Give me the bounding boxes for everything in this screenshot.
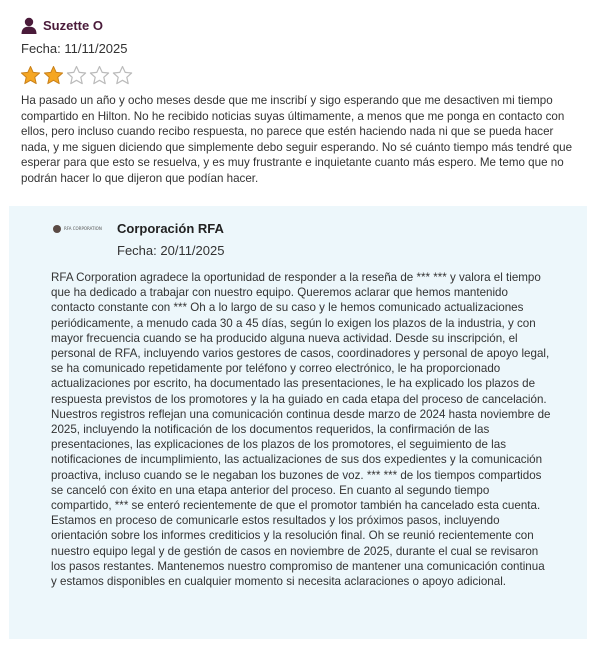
reviewer-row [21,14,103,36]
star-rating [20,65,133,86]
star-empty-icon [112,65,133,86]
star-empty-icon [66,65,87,86]
star-filled-icon [43,65,64,86]
user-icon [21,17,37,34]
logo-text: RFA CORPORATION [64,225,102,231]
company-name: Corporación RFA [117,221,224,236]
business-response [9,206,587,639]
reviewer-name: Suzette O [43,17,103,33]
response-date: Fecha: 20/11/2025 [117,243,225,258]
star-filled-icon [20,65,41,86]
response-text: RFA Corporation agradece la oportunidad de responder a la reseña de *** *** y valora el tiempo que ha dedicado a trabajar con nuestro equipo. Queremos aclarar que hemos mantenido contacto constante con *** Oh a lo largo de su caso y le hemos comunicado actualizaciones periódicamente, a menudo cada 30 a 45 días, según lo exigen los plazos de la industria, y con mayor frecuencia cuando se ha producido alguna nueva actividad. Desde su inscripción, el personal de RFA, incluyendo varios gestores de casos, coordinadores y personal de apoyo legal, se ha comunicado repetidamente por teléfono y correo electrónico, le ha proporcionado actualizaciones por escrito, ha documentado las presentaciones, le ha explicado los plazos de respuesta previstos de los promotores y la ha guiado en cada etapa del proceso de cancelación. Nuestros registros reflejan una comunicación continua desde marzo de 2024 hasta noviembre de 2025, incluyendo la notificación de los documentos requeridos, la confirmación de las presentaciones, las explicaciones de los plazos de los promotores, el seguimiento de las notificaciones de incumplimiento, las actualizaciones de sus dos expedientes y la comunicación proactiva, incluso cuando se le negaban los buzones de voz. *** *** de los tiempos compartidos se canceló con éxito en una etapa anterior del proceso. En cuanto al segundo tiempo compartido, *** se enteró recientemente de que el promotor también ha cancelado esta cuenta. Estamos en proceso de comunicarle estos resultados y los próximos pasos, incluyendo orientación sobre los informes crediticios y la resolución final. Oh se reunió recientemente con nuestro equipo legal y de gestión de casos en noviembre de 2025, durante el cual se revisaron los pasos restantes. Mantenemos nuestro compromiso de mantener una comunicación continua y estamos disponibles en cualquier momento si necesita aclaraciones o apoyo adicional. [51,271,551,589]
company-logo [53,222,105,236]
review-date: Fecha: 11/11/2025 [21,41,128,56]
review-text: Ha pasado un año y ocho meses desde que me inscribí y sigo esperando que me desactiven mi tiempo compartido en Hilton. No he recibido noticias suyas últimamente, a menos que me ponga en contacto con ellos, pero incluso cuando recibo respuesta, no parece que estén haciendo nada ni que se pueda hacer nada, y me siguen diciendo que simplemente debo seguir esperando. No sé cuánto tiempo más tendré que esperar para que esto se resuelva, y es muy frustrante e inquietante cuanto más espero. Me temo que no podrán hacer lo que dijeron que podían hacer. [21,94,573,185]
logo-mark-icon [53,225,61,233]
star-empty-icon [89,65,110,86]
